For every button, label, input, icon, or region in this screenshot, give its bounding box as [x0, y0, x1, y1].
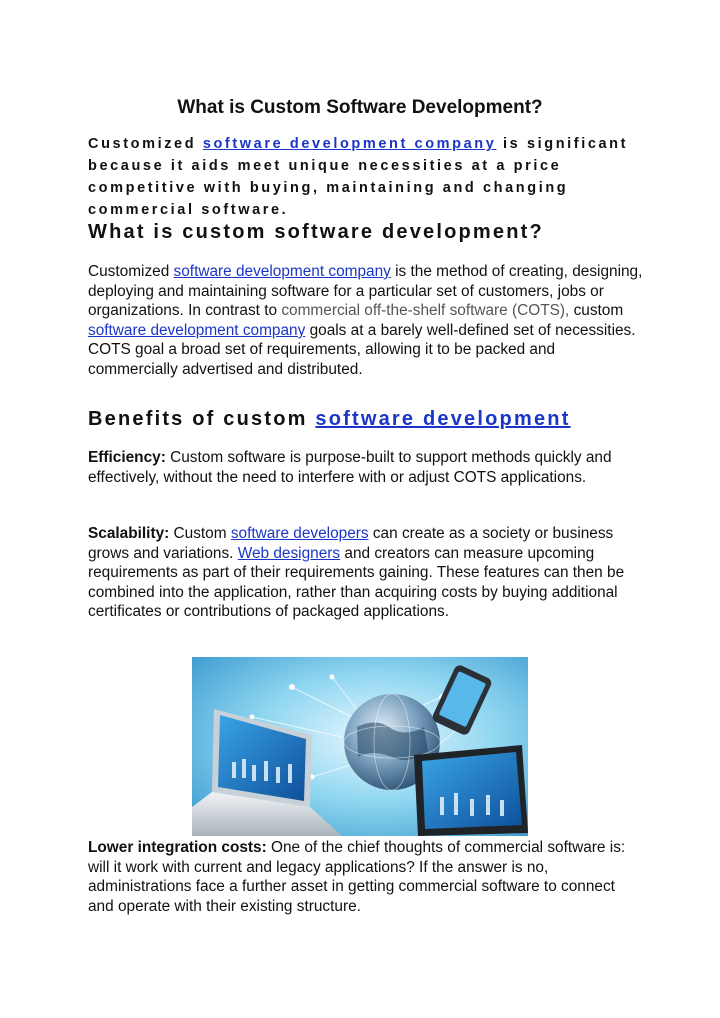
- efficiency-label: Efficiency:: [88, 449, 166, 466]
- benefits-heading-text: Benefits of custom: [88, 408, 316, 430]
- software-development-company-link-3[interactable]: software development company: [88, 321, 306, 339]
- scalability-text-2: can create as a society or business grows and variations.: [88, 525, 614, 562]
- intro-text-1: Customized: [88, 136, 203, 152]
- software-development-company-link-2[interactable]: software development company: [173, 263, 391, 280]
- cots-text: commercial off-the-shelf software (COTS),: [281, 302, 570, 320]
- web-designers-link[interactable]: Web designers: [237, 544, 341, 562]
- definition-paragraph: [88, 262, 643, 380]
- page-title: What is Custom Software Development?: [177, 97, 543, 118]
- lower-integration-label: Lower integration costs:: [88, 839, 267, 856]
- def-text-1: Customized: [88, 263, 174, 280]
- def-text-2: is the method of creating, designing, deploying and maintaining software for a particular set of customers, jobs or organizations. In contrast to: [88, 263, 643, 320]
- intro-text-2: is significant because it aids meet unique necessities at a price competitive with buying, maintaining and changing commercial software.: [88, 136, 629, 218]
- intro-paragraph: [88, 133, 648, 221]
- lower-integration-paragraph: [88, 838, 643, 916]
- section-heading-what-is: What is custom software development?: [88, 221, 544, 243]
- section-heading-benefits: [88, 408, 648, 431]
- software-developers-link[interactable]: software developers: [230, 525, 369, 542]
- illustration-svg: [192, 657, 528, 836]
- def-text-4: goals at a barely well-defined set of necessities. COTS goal a broad set of requirements, allowing it to be packed and commercially advertised and distributed.: [88, 321, 636, 378]
- scalability-text-3: and creators can measure upcoming requirements as part of their requirements gaining. These features can then be combined into the application, rather than acquiring costs by buying additional certificates or contributions of packaged applications.: [88, 544, 625, 621]
- software-development-heading-link[interactable]: software development: [315, 408, 571, 430]
- scalability-text-1: Custom: [169, 525, 231, 542]
- efficiency-paragraph: [88, 448, 643, 487]
- scalability-paragraph: [88, 524, 643, 622]
- software-development-company-link[interactable]: software development company: [202, 136, 497, 152]
- devices-globe-illustration: [192, 657, 528, 836]
- def-text-3: custom: [569, 302, 624, 320]
- tablet-graphic: [414, 745, 528, 836]
- efficiency-text: Custom software is purpose-built to support methods quickly and effectively, without the need to interfere with or adjust COTS applications.: [88, 449, 612, 486]
- scalability-label: Scalability:: [88, 525, 170, 542]
- lower-integration-text: One of the chief thoughts of commercial software is: will it work with current and legacy applications? If the answer is no, administrations face a further asset in getting commercial software to connect and operate with their existing structure.: [88, 839, 626, 915]
